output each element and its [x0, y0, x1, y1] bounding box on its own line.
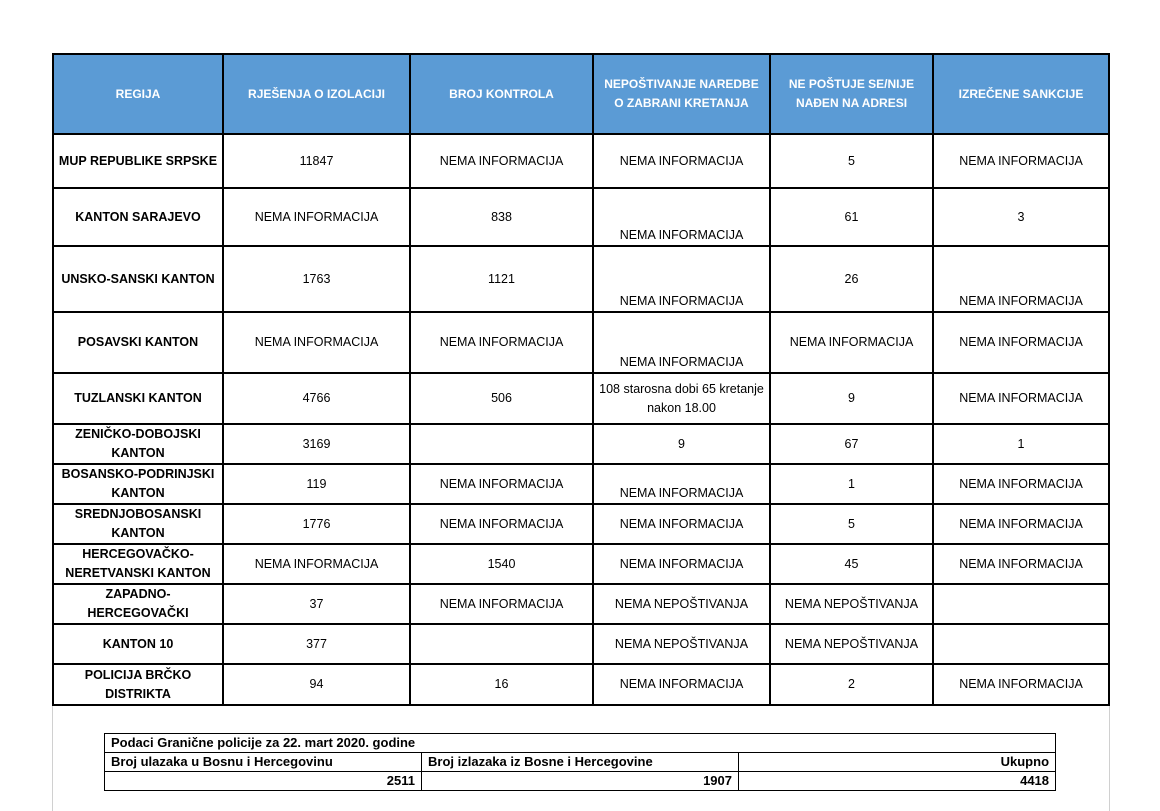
- cell-region: MUP REPUBLIKE SRPSKE: [53, 134, 223, 188]
- cell-sankcije: 3: [933, 188, 1109, 246]
- cell-kontrole: NEMA INFORMACIJA: [410, 312, 593, 373]
- cell-region: ZAPADNO-HERCEGOVAČKI: [53, 584, 223, 624]
- table-row: [53, 664, 1109, 705]
- cell-adresa: 2: [770, 664, 933, 705]
- cell-kontrole: 838: [410, 188, 593, 246]
- cell-adresa: 45: [770, 544, 933, 584]
- header-regija: REGIJA: [53, 54, 223, 134]
- cell-nepostivanje: NEMA INFORMACIJA: [593, 188, 770, 246]
- cell-sankcije: NEMA INFORMACIJA: [933, 373, 1109, 424]
- table-row: [53, 312, 1109, 373]
- cell-kontrole: NEMA INFORMACIJA: [410, 464, 593, 504]
- cell-izolacija: 3169: [223, 424, 410, 464]
- border-police-table: [104, 733, 1056, 791]
- cell-kontrole: NEMA INFORMACIJA: [410, 504, 593, 544]
- cell-region: TUZLANSKI KANTON: [53, 373, 223, 424]
- table-row: [53, 464, 1109, 504]
- cell-region: POSAVSKI KANTON: [53, 312, 223, 373]
- cell-nepostivanje: NEMA NEPOŠTIVANJA: [593, 584, 770, 624]
- header-izrecene-sankcije: IZREČENE SANKCIJE: [933, 54, 1109, 134]
- cell-adresa: 5: [770, 504, 933, 544]
- cell-izolacija: NEMA INFORMACIJA: [223, 312, 410, 373]
- table-row: [53, 504, 1109, 544]
- cell-adresa: 1: [770, 464, 933, 504]
- cell-adresa: 67: [770, 424, 933, 464]
- cell-sankcije: NEMA INFORMACIJA: [933, 246, 1109, 312]
- cell-izolacija: 37: [223, 584, 410, 624]
- table-row: [53, 424, 1109, 464]
- header-nepostivanje-naredbe: NEPOŠTIVANJE NAREDBE O ZABRANI KRETANJA: [593, 54, 770, 134]
- cell-sankcije: NEMA INFORMACIJA: [933, 464, 1109, 504]
- cell-region: BOSANSKO-PODRINJSKI KANTON: [53, 464, 223, 504]
- cell-sankcije: [933, 584, 1109, 624]
- cell-sankcije: NEMA INFORMACIJA: [933, 544, 1109, 584]
- cell-adresa: NEMA NEPOŠTIVANJA: [770, 624, 933, 664]
- cell-sankcije: NEMA INFORMACIJA: [933, 312, 1109, 373]
- cell-sankcije: 1: [933, 424, 1109, 464]
- cell-nepostivanje: NEMA INFORMACIJA: [593, 312, 770, 373]
- cell-nepostivanje: NEMA INFORMACIJA: [593, 134, 770, 188]
- cell-nepostivanje: 108 starosna dobi 65 kretanje nakon 18.00: [593, 373, 770, 424]
- table-header-row: [53, 54, 1109, 134]
- table-row: [53, 188, 1109, 246]
- entries-label: Broj ulazaka u Bosnu i Hercegovinu: [105, 753, 422, 772]
- cell-adresa: NEMA NEPOŠTIVANJA: [770, 584, 933, 624]
- header-rjesenja-o-izolaciji: RJEŠENJA O IZOLACIJI: [223, 54, 410, 134]
- header-nije-nadjen-na-adresi: NE POŠTUJE SE/NIJE NAĐEN NA ADRESI: [770, 54, 933, 134]
- cell-region: HERCEGOVAČKO-NERETVANSKI KANTON: [53, 544, 223, 584]
- exits-value: 1907: [422, 772, 739, 791]
- cell-izolacija: 4766: [223, 373, 410, 424]
- cell-izolacija: NEMA INFORMACIJA: [223, 544, 410, 584]
- cell-nepostivanje: 9: [593, 424, 770, 464]
- cell-region: KANTON SARAJEVO: [53, 188, 223, 246]
- regional-measures-table: [52, 53, 1110, 706]
- cell-kontrole: [410, 424, 593, 464]
- table-row: [53, 584, 1109, 624]
- table-row: [53, 624, 1109, 664]
- exits-label: Broj izlazaka iz Bosne i Hercegovine: [422, 753, 739, 772]
- cell-izolacija: 94: [223, 664, 410, 705]
- cell-region: SREDNJOBOSANSKI KANTON: [53, 504, 223, 544]
- cell-adresa: 9: [770, 373, 933, 424]
- table-row: [53, 373, 1109, 424]
- cell-adresa: 26: [770, 246, 933, 312]
- cell-izolacija: 11847: [223, 134, 410, 188]
- total-value: 4418: [739, 772, 1056, 791]
- cell-izolacija: 377: [223, 624, 410, 664]
- entries-value: 2511: [105, 772, 422, 791]
- cell-region: KANTON 10: [53, 624, 223, 664]
- cell-kontrole: 1540: [410, 544, 593, 584]
- cell-izolacija: NEMA INFORMACIJA: [223, 188, 410, 246]
- cell-adresa: 61: [770, 188, 933, 246]
- table-row: [53, 544, 1109, 584]
- cell-kontrole: [410, 624, 593, 664]
- table-row: [53, 246, 1109, 312]
- cell-nepostivanje: NEMA INFORMACIJA: [593, 246, 770, 312]
- cell-nepostivanje: NEMA NEPOŠTIVANJA: [593, 624, 770, 664]
- cell-nepostivanje: NEMA INFORMACIJA: [593, 664, 770, 705]
- cell-kontrole: 1121: [410, 246, 593, 312]
- cell-nepostivanje: NEMA INFORMACIJA: [593, 464, 770, 504]
- cell-kontrole: NEMA INFORMACIJA: [410, 134, 593, 188]
- cell-region: UNSKO-SANSKI KANTON: [53, 246, 223, 312]
- cell-sankcije: [933, 624, 1109, 664]
- cell-izolacija: 1763: [223, 246, 410, 312]
- cell-izolacija: 1776: [223, 504, 410, 544]
- cell-nepostivanje: NEMA INFORMACIJA: [593, 544, 770, 584]
- total-label: Ukupno: [739, 753, 1056, 772]
- cell-izolacija: 119: [223, 464, 410, 504]
- cell-nepostivanje: NEMA INFORMACIJA: [593, 504, 770, 544]
- table-row: [53, 134, 1109, 188]
- cell-region: ZENIČKO-DOBOJSKI KANTON: [53, 424, 223, 464]
- cell-kontrole: 506: [410, 373, 593, 424]
- cell-sankcije: NEMA INFORMACIJA: [933, 134, 1109, 188]
- cell-sankcije: NEMA INFORMACIJA: [933, 664, 1109, 705]
- cell-kontrole: 16: [410, 664, 593, 705]
- cell-kontrole: NEMA INFORMACIJA: [410, 584, 593, 624]
- border-police-title: Podaci Granične policije za 22. mart 2020. godine: [105, 734, 1056, 753]
- header-broj-kontrola: BROJ KONTROLA: [410, 54, 593, 134]
- cell-adresa: NEMA INFORMACIJA: [770, 312, 933, 373]
- cell-adresa: 5: [770, 134, 933, 188]
- cell-sankcije: NEMA INFORMACIJA: [933, 504, 1109, 544]
- cell-region: POLICIJA BRČKO DISTRIKTA: [53, 664, 223, 705]
